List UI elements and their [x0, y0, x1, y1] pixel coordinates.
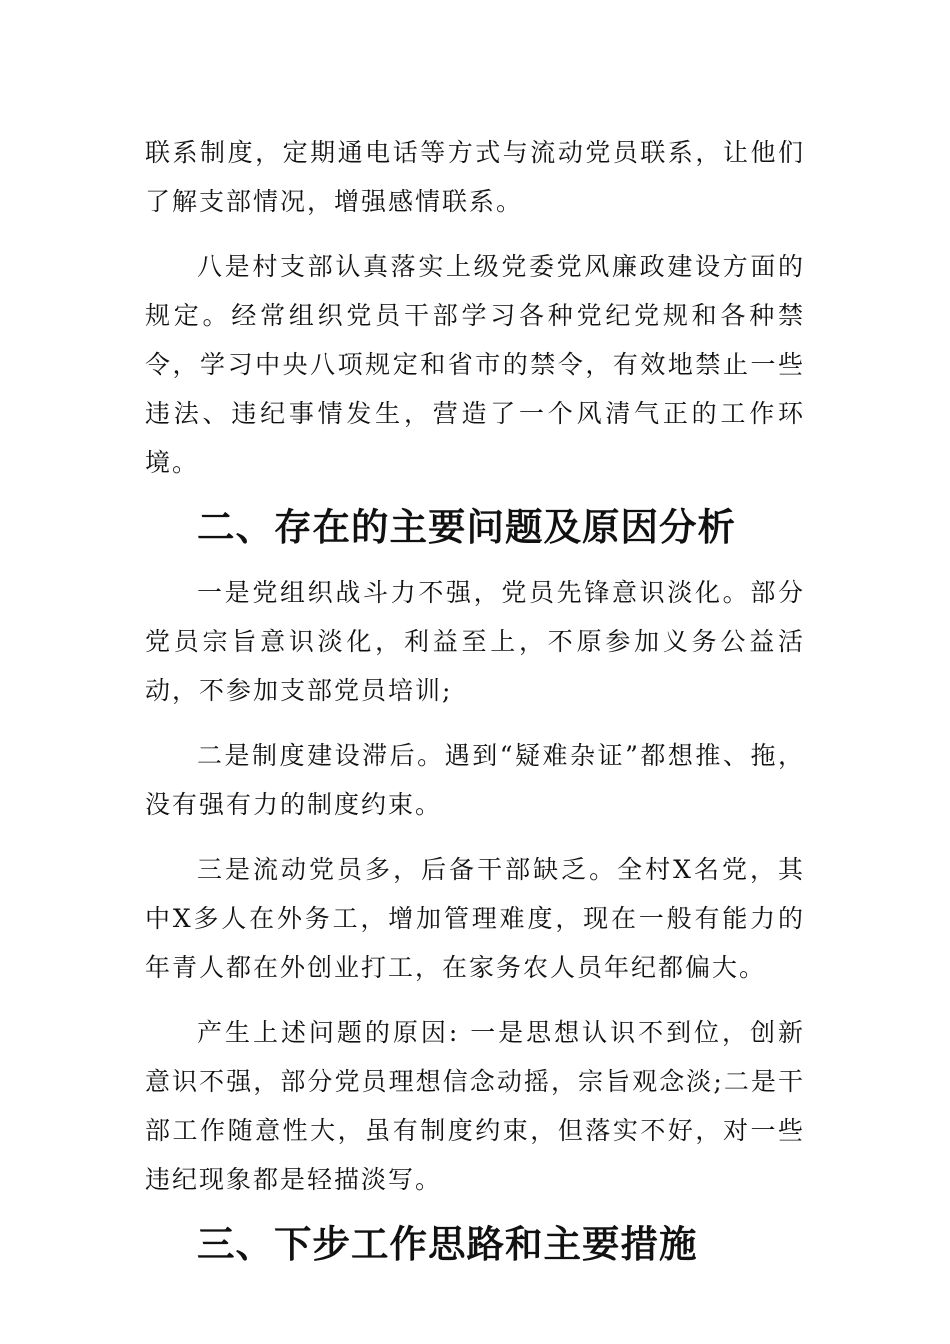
paragraph-problem-one: 一是党组织战斗力不强，党员先锋意识淡化。部分党员宗旨意识淡化，利益至上，不原参加义务公益活动，不参加支部党员培训; — [145, 578, 805, 705]
section-heading-problems: 二、存在的主要问题及原因分析 — [197, 505, 736, 549]
section-heading-next-steps: 三、下步工作思路和主要措施 — [197, 1222, 698, 1266]
paragraph-problem-two: 二是制度建设滞后。遇到“疑难杂证”都想推、拖，没有强有力的制度约束。 — [145, 741, 805, 819]
paragraph-contact-system: 联系制度，定期通电话等方式与流动党员联系，让他们了解支部情况，增强感情联系。 — [145, 138, 805, 216]
paragraph-causes: 产生上述问题的原因: 一是思想认识不到位，创新意识不强，部分党员理想信念动摇，宗旨观念淡;二是干部工作随意性大，虽有制度约束，但落实不好，对一些违纪现象都是轻描淡写。 — [145, 1018, 805, 1194]
paragraph-problem-three: 三是流动党员多，后备干部缺乏。全村X名党，其中X多人在外务工，增加管理难度，现在一般有能力的年青人都在外创业打工，在家务农人员年纪都偏大。 — [145, 855, 805, 982]
paragraph-item-eight: 八是村支部认真落实上级党委党风廉政建设方面的规定。经常组织党员干部学习各种党纪党规和各种禁令，学习中央八项规定和省市的禁令，有效地禁止一些违法、违纪事情发生，营造了一个风清气正的工作环境。 — [145, 252, 805, 477]
document-body — [145, 128, 805, 1269]
